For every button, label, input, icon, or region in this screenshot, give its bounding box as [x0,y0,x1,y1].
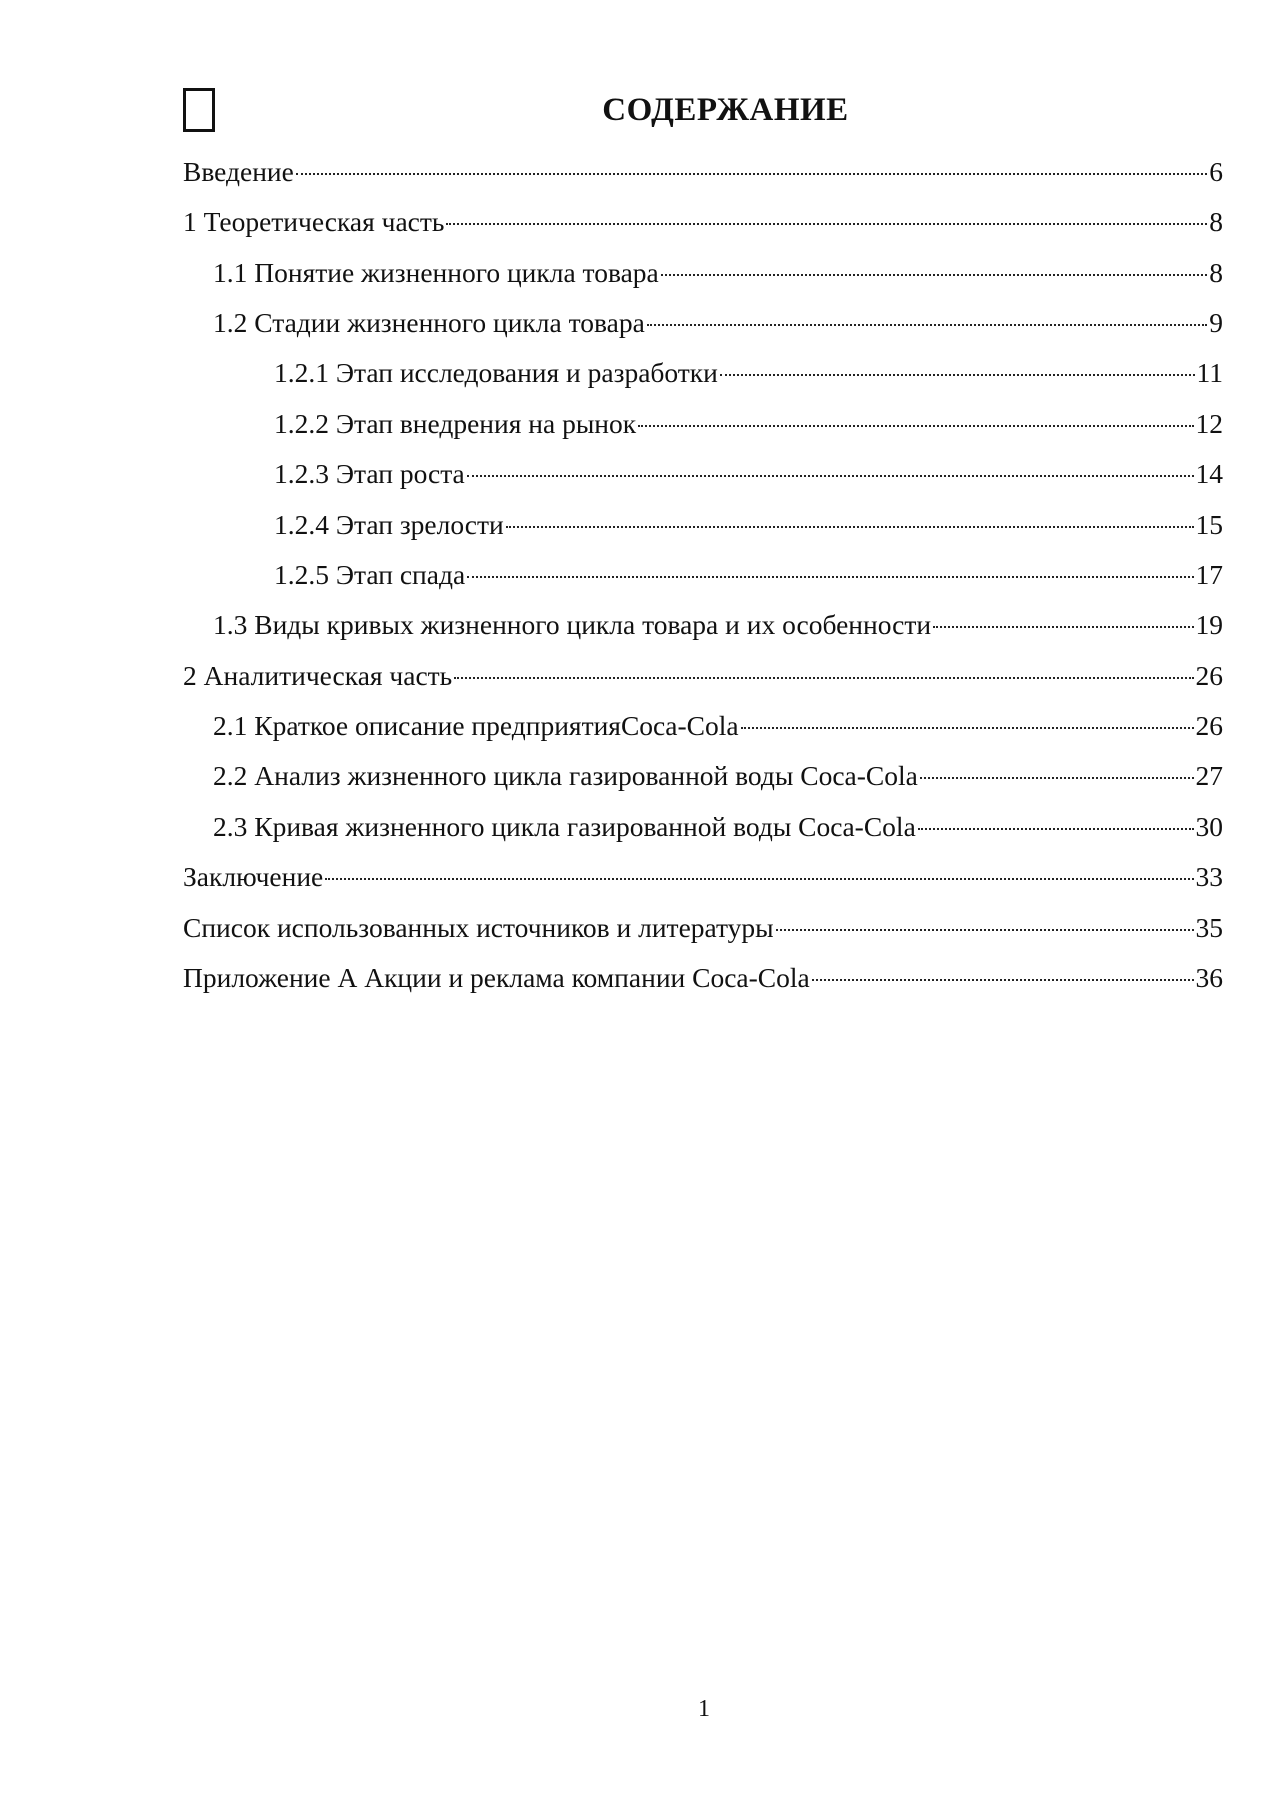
toc-entry-appendix-a[interactable] [183,960,1223,996]
dot-leader [720,374,1195,376]
toc-entry-page: 36 [1195,962,1223,993]
dot-leader [506,526,1194,528]
dot-leader [933,626,1193,628]
toc-entry-section-1-2-2[interactable] [274,406,1223,442]
toc-entry-section-2-3[interactable] [213,809,1223,845]
dot-leader [812,979,1194,981]
toc-entry-conclusion[interactable] [183,859,1223,895]
toc-entry-section-1-2-3[interactable] [274,456,1223,492]
toc-entry-page: 17 [1195,559,1223,590]
toc-entry-text: 2.2 Анализ жизненного цикла газированной воды Coca-Cola [213,760,918,791]
toc-entry-page: 14 [1195,458,1223,489]
toc-entry-page: 11 [1196,357,1223,388]
dot-leader [776,929,1194,931]
toc-entry-section-1-3[interactable] [213,607,1223,643]
toc-entry-page: 6 [1209,156,1223,187]
toc-entry-section-1-2[interactable] [213,305,1223,341]
toc-entry-text: Список использованных источников и литературы [183,912,774,943]
toc-entry-text: 2.3 Кривая жизненного цикла газированной воды Coca-Cola [213,811,916,842]
toc-entry-text: 1.2.4 Этап зрелости [274,509,504,540]
dot-leader [638,425,1193,427]
toc-entry-section-2-1[interactable] [213,708,1223,744]
dot-leader [446,223,1207,225]
toc-entry-references[interactable] [183,910,1223,946]
toc-entry-page: 15 [1195,509,1223,540]
toc-entry-page: 27 [1195,760,1223,791]
dot-leader [741,727,1194,729]
toc-entry-introduction[interactable] [183,154,1223,190]
toc-entry-section-1-2-1[interactable] [274,355,1223,391]
toc-entry-text: 1.2.2 Этап внедрения на рынок [274,408,637,439]
dot-leader [661,274,1208,276]
toc-entry-text: 1.2 Стадии жизненного цикла товара [213,307,645,338]
toc-entry-section-1-2-4[interactable] [274,507,1223,543]
toc-entry-page: 8 [1209,206,1223,237]
toc-entry-text: Приложение А Акции и реклама компании Coca-Cola [183,962,810,993]
dot-leader [454,677,1193,679]
dot-leader [920,777,1194,779]
toc-title: СОДЕРЖАНИЕ [602,92,849,128]
dot-leader [647,324,1207,326]
toc-entry-section-1-2-5[interactable] [274,557,1223,593]
toc-entry-text: 1.3 Виды кривых жизненного цикла товара и их особенности [213,609,932,640]
dot-leader [296,173,1207,175]
toc-entry-text: 1.2.3 Этап роста [274,458,465,489]
toc-entry-page: 35 [1195,912,1223,943]
toc-entry-section-2-2[interactable] [213,758,1223,794]
toc-entry-section-2[interactable] [183,658,1223,694]
toc-entry-text: Введение [183,156,294,187]
toc-entry-text: 1.2.5 Этап спада [274,559,466,590]
toc-entry-section-1-1[interactable] [213,255,1223,291]
toc-entry-page: 30 [1195,811,1223,842]
toc-entry-page: 33 [1195,861,1223,892]
dot-leader [325,878,1193,880]
dot-leader [467,475,1194,477]
toc-entry-page: 19 [1195,609,1223,640]
toc-entry-text: Заключение [183,861,324,892]
toc-entry-text: 1 Теоретическая часть [183,206,445,237]
toc-entry-section-1[interactable] [183,204,1223,240]
toc-entry-page: 9 [1209,307,1223,338]
toc-entry-text: 1.2.1 Этап исследования и разработки [274,357,718,388]
toc-entry-text: 2.1 Краткое описание предприятияCoca-Cola [213,710,739,741]
toc-entry-page: 8 [1209,257,1223,288]
toc-entry-page: 12 [1195,408,1223,439]
toc-entry-text: 1.1 Понятие жизненного цикла товара [213,257,659,288]
dot-leader [918,828,1194,830]
toc-entry-page: 26 [1195,660,1223,691]
toc-entry-text: 2 Аналитическая часть [183,660,453,691]
dot-leader [467,576,1193,578]
toc-entry-page: 26 [1195,710,1223,741]
page-number: 1 [698,1696,710,1722]
